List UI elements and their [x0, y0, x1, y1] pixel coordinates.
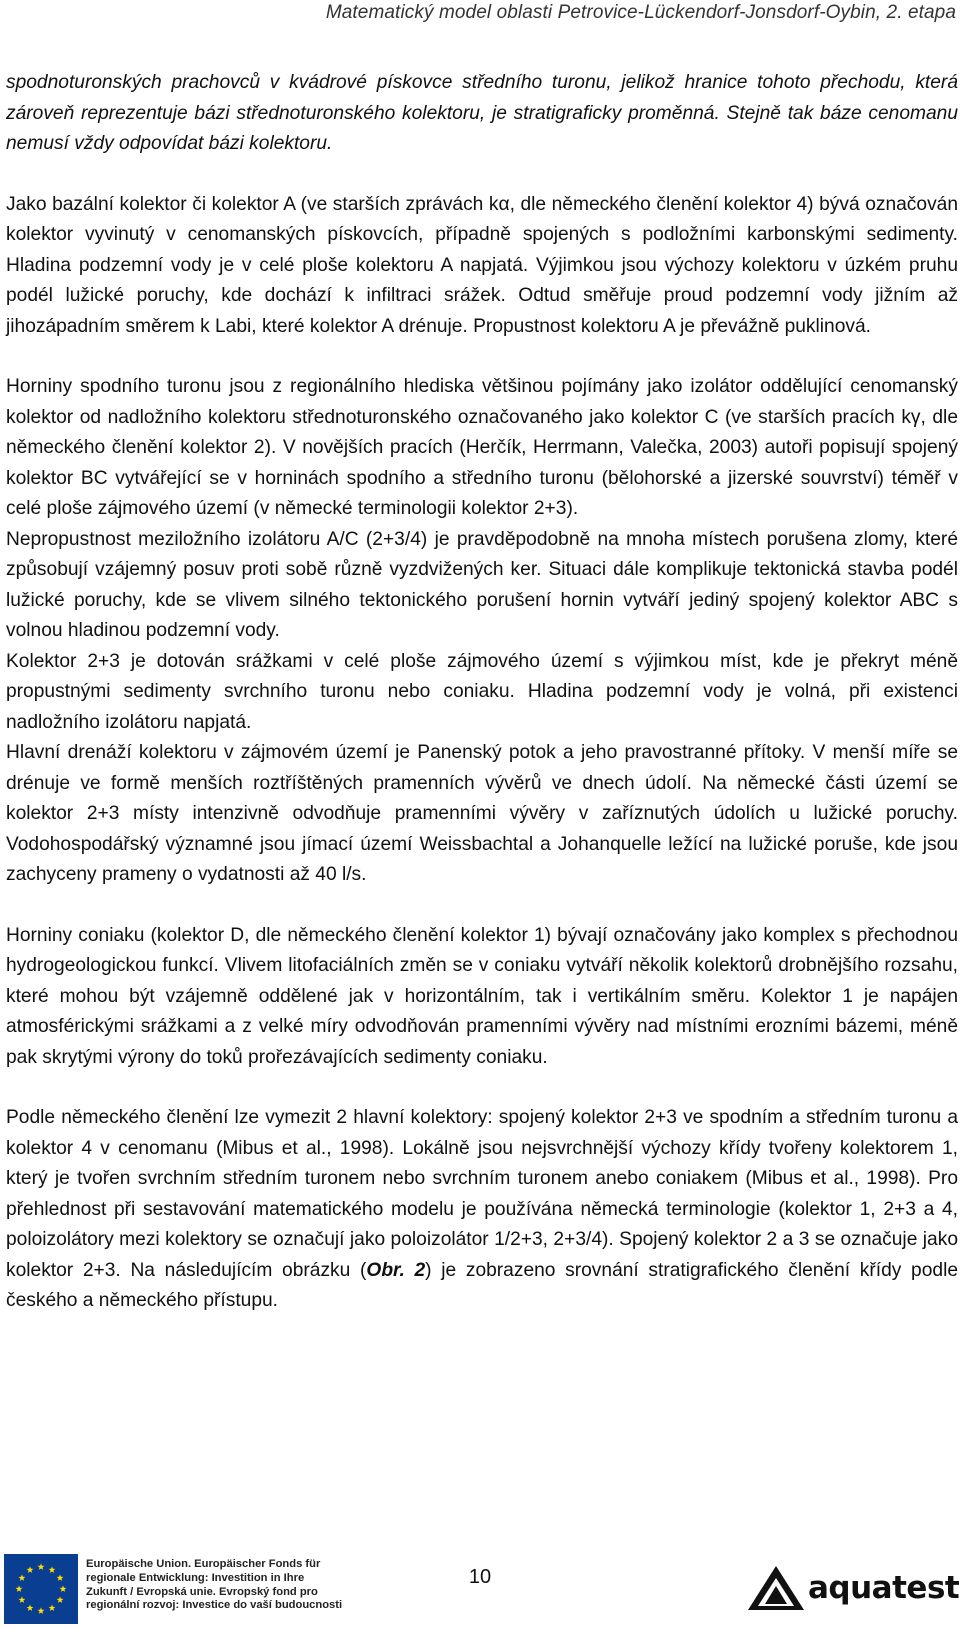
paragraph-nepropustnost: Nepropustnost meziložního izolátoru A/C (2+3/4) je pravděpodobně na mnoha místech porušena zlomy, které způsobují vzájemný posuv proti sobě různě vyzdvižených ker. Situaci dále komplikuje tektonická stavba podél lužické poruchy, kde se vlivem silného tektonického porušení hornin vytváří jediný spojený kolektor ABC s volnou hladinou podzemní vody.: [6, 528, 958, 641]
running-header: Matematický model oblasti Petrovice-Lückendorf-Jonsdorf-Oybin, 2. etapa: [325, 2, 956, 23]
paragraph-nemecke-cleneni: [6, 1103, 958, 1317]
paragraph-coniak: Horniny coniaku (kolektor D, dle německého členění kolektor 1) bývají označovány jako komplex s přechodnou hydrogeologickou funkcí. Vlivem litofaciálních změn se v coniaku vytváří několik kolektorů drobnějšího rozsahu, které mohou být vzájemně oddělené jak v horizontálním, tak i vertikálním směru. Kolektor 1 je napájen atmosférickými srážkami a z velké míry odvodňován pramenními vývěry nad místními erozními bázemi, méně pak skrytými výrony do toků prořezávajících sedimenty coniaku.: [6, 924, 958, 1068]
paragraph-text: Podle německého členění lze vymezit 2 hlavní kolektory: spojený kolektor 2+3 ve spodním a středním turonu a kolektor 4 v cenomanu (Mibus et al., 1998). Lokálně jsou nejsvrchnější výchozy křídy tvořeny kolektorem 1, který je tvořen svrchním středním turonem nebo svrchním turonem anebo coniakem (Mibus et al., 1998). Pro přehlednost při sestavování matematického modelu je používána německá terminologie (kolektor 1, 2+3 a 4, poloizolátory mezi kolektory se označují jako poloizolátor 1/2+3, 2+3/4). Spojený kolektor 2 a 3 se označuje jako kolektor 2+3. Na následujícím obrázku (: [6, 1107, 958, 1281]
eu-line: regionální rozvoj: Investice do vaší budoucnosti: [86, 1599, 343, 1612]
eu-stars-icon: [4, 1554, 78, 1624]
eu-line: Zukunft / Evropská unie. Evropský fond pro: [86, 1585, 318, 1598]
eu-line: regionale Entwicklung: Investition in Ihre: [86, 1571, 305, 1584]
page-footer: [0, 1550, 960, 1629]
eu-line: Europäische Union. Europäischer Fonds für: [86, 1558, 321, 1570]
page-number: 10: [468, 1566, 492, 1588]
paragraph-drenaz: Hlavní drenáží kolektoru v zájmovém území je Panenský potok a jeho pravostranné přítoky. V menší míře se drénuje ve formě menších roztříštěných pramenních vývěrů ve dnech údolí. Na německé části území se kolektor 2+3 místy intenzivně odvodňuje pramenními vývěry v zaříznutých údolích u lužické poruchy. Vodohospodářský významné jsou jímací území Weissbachtal a Johanquelle ležící na lužické poruše, kde jsou zachyceny prameny o vydatnosti až 40 l/s.: [6, 742, 958, 885]
eu-flag-logo: [4, 1554, 78, 1624]
document-body: [6, 68, 958, 1317]
aquatest-triangle-icon: [746, 1564, 806, 1614]
logo-wordmark: aquatest: [808, 1570, 960, 1606]
figure-reference-link[interactable]: Obr. 2: [366, 1259, 426, 1281]
paragraph-text-end: ) je zobrazeno srovnání stratigrafického členění křídy podle českého a německého přístupu.: [6, 1259, 958, 1311]
paragraph-continuation: spodnoturonských prachovců v kvádrové pískovce středního turonu, jelikož hranice tohoto přechodu, která zároveň reprezentuje bázi střednoturonského kolektoru, je stratigraficky proměnná. Stejně tak báze cenomanu nemusí vždy odpovídat bázi kolektoru.: [6, 72, 958, 154]
eu-funding-text: [86, 1558, 342, 1613]
paragraph-spodni-turon: Horniny spodního turonu jsou z regionálního hlediska většinou pojímány jako izolátor oddělující cenomanský kolektor od nadložního kolektoru střednoturonského označovaného jako kolektor C (ve starších pracích kγ, dle německého členění kolektor 2). V novějších pracích (Herčík, Herrmann, Valečka, 2003) autoři popisují spojený kolektor BC vytvářející se v horninách spodního a středního turonu (bělohorské a jizerské souvrství) téměř v celé ploše zájmového území (v německé terminologii kolektor 2+3).: [6, 376, 958, 519]
aquatest-logo: [746, 1560, 960, 1620]
paragraph-kolektor-2-3: Kolektor 2+3 je dotován srážkami v celé ploše zájmového území s výjimkou míst, kde je překryt méně propustnými sedimenty svrchního turonu nebo coniaku. Hladina podzemní vody je volná, při existenci nadložního izolátoru napjatá.: [6, 650, 958, 733]
paragraph-kolektor-a: Jako bazální kolektor či kolektor A (ve starších zprávách kα, dle německého členění kolektor 4) bývá označován kolektor vyvinutý v cenomanských pískovcích, případně spojených s podložními karbonskými sedimenty. Hladina podzemní vody je v celé ploše kolektoru A napjatá. Výjimkou jsou výchozy kolektoru v úzkém pruhu podél lužické poruchy, kde dochází k infiltraci srážek. Odtud směřuje proud podzemní vody jižním až jihozápadním směrem k Labi, které kolektor A drénuje. Propustnost kolektoru A je převážně puklinová.: [6, 193, 958, 337]
